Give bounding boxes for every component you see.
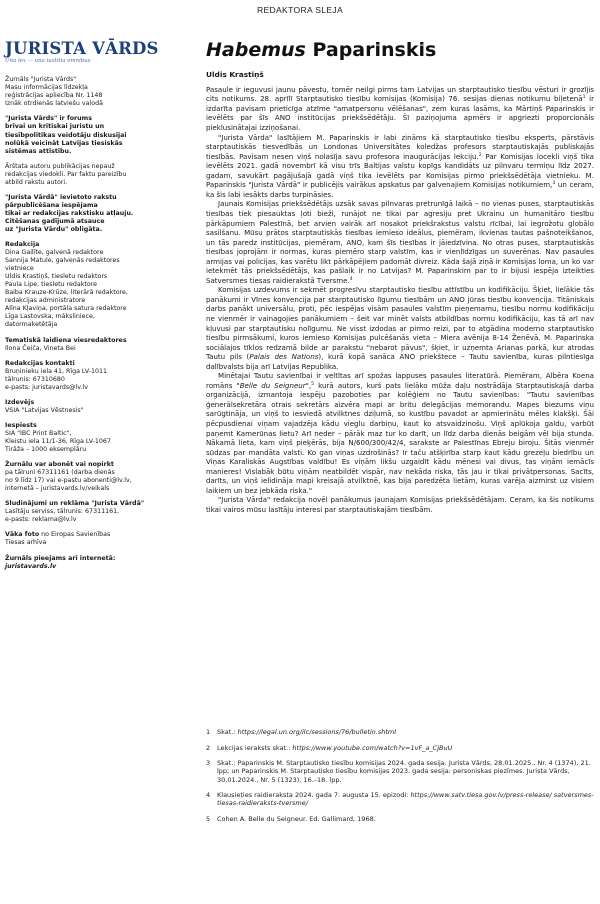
footnote-number: 1 bbox=[206, 728, 211, 736]
staff-line: Alīna Kļaviņa, portāla satura redaktore bbox=[5, 305, 127, 313]
publisher-line: VSIA "Latvijas Vēstnesis" bbox=[5, 406, 84, 414]
article-title bbox=[206, 40, 594, 62]
footnote bbox=[206, 744, 594, 752]
footnote bbox=[206, 759, 594, 783]
advertising-info bbox=[5, 500, 173, 524]
masthead-line: Žurnāls "Jurista Vārds" bbox=[5, 76, 77, 84]
footnote-number: 2 bbox=[206, 743, 211, 752]
contacts-heading: Redakcijas kontakti bbox=[5, 359, 75, 367]
footnote bbox=[206, 728, 594, 736]
footnote-number: 4 bbox=[206, 791, 211, 800]
disclaimer-line: atbild rakstu autori. bbox=[5, 178, 68, 186]
subscribe-line: no 9 līdz 17) vai e-pastu abonenti@lv.lv, bbox=[5, 477, 132, 485]
paragraph-text: Minētajai Tautu savienībai ir veltītas arī spožas lappuses pasaules literatūrā. Piemēram, Albēra Koena romāns bbox=[206, 371, 594, 390]
copyright-line: pārpublicēšana iespējama bbox=[5, 201, 98, 209]
guest-editors bbox=[5, 337, 173, 353]
article bbox=[206, 40, 594, 514]
printer-line: SIA "IBC Print Baltic", bbox=[5, 429, 72, 437]
article-paragraph bbox=[206, 199, 594, 285]
guest-line: Ilona Čeiča, Vineta Bei bbox=[5, 344, 76, 352]
ads-line: e-pasts: reklama@lv.lv bbox=[5, 516, 77, 524]
disclaimer bbox=[5, 163, 173, 187]
cover-photo-credit bbox=[5, 531, 173, 547]
article-paragraph bbox=[206, 285, 594, 371]
mission-line: nolūkā veicināt Latvijas tiesiskās bbox=[5, 139, 123, 147]
masthead-line: Masu informācijas līdzekļa bbox=[5, 84, 88, 92]
guest-heading: Tematiskā laidiena viesredaktores bbox=[5, 336, 127, 344]
paragraph-text: "Jurista Vārda" lasītājiem M. Paparinskis ir labi zināms kā starptautisko tiesību eksperts, pārstāvis starptautiskās tiesvedībās un Londonas Universitātes koledžas profesors starptautiskajās publiskajās tiesībās. Pavisam nesen viņš nolasīja savu profesora inaugurācijas lekciju. bbox=[206, 132, 594, 161]
staff-line: Līga Lastovska, māksliniece, bbox=[5, 313, 95, 321]
copyright-line: tikai ar redakcijas rakstisku atļauju. bbox=[5, 209, 134, 217]
staff-line: Paula Lipe, tiesletu redaktore bbox=[5, 281, 98, 289]
publication-logo bbox=[5, 40, 173, 65]
paragraph-text: ), kurā kopā sanāca ANO priekštece – Tautu savienība, kuras pilntiesīga dalībvalsts bija arī Latvijas Republika. bbox=[206, 352, 594, 371]
staff-line: Sannija Matule, galvenās redaktores bbox=[5, 257, 120, 265]
footnote-ref[interactable]: 1 bbox=[582, 95, 586, 101]
footnote-text: Cohen A. Belle du Seigneur. Ed. Gallimard, 1968. bbox=[217, 814, 376, 823]
paragraph-text: ir izdarīta pavisam prieticīga atzīme "amatpersonu vēlēšanas", zem kuras lasāms, ka Mārtiņš Paparinskis ir ievēlēts par šīs ANO institūcijas priekšsēdētāju. Šī paziņojuma apmērs ir apgriezti proporcionāls pieklusinātajai izziņošanai. bbox=[206, 94, 594, 133]
footnote-ref[interactable]: 2 bbox=[478, 152, 482, 158]
copyright-notice bbox=[5, 194, 173, 234]
disclaimer-line: redakcijas viedokli. Par faktu pareizību bbox=[5, 170, 127, 178]
disclaimer-line: Ārštata autoru publikācijas nepauž bbox=[5, 162, 115, 170]
article-author: Uldis Krastiņš bbox=[206, 69, 264, 79]
printer-info bbox=[5, 422, 173, 454]
printer-heading: Iespiests bbox=[5, 421, 37, 429]
paragraph-text: un ceram, ka šis labi iesākts darbs turpināsies. bbox=[206, 180, 594, 199]
footnote-text bbox=[217, 791, 594, 807]
publisher-heading: Izdevējs bbox=[5, 398, 35, 406]
ads-line: Lasītāju serviss, tālrunis: 67311161, bbox=[5, 508, 120, 516]
masthead-line: Iznāk otrdienās latviešu valodā bbox=[5, 100, 103, 108]
photo-heading: Vāka foto bbox=[5, 531, 40, 539]
footnote bbox=[206, 815, 594, 823]
mission-line: tiesībpolitikas veidotāju diskusijai bbox=[5, 131, 127, 139]
staff-line: Dina Gailīte, galvenā redaktore bbox=[5, 249, 104, 257]
italic-title: "Belle du Seigneur" bbox=[236, 380, 309, 390]
paragraph-text: Par Komisijas locekli viņš tika ievēlēts 2021. gadā novembrī kā visu trīs Baltijas valstu kopīgs kandidāts uz pilnvaru termiņu līdz 2027. gadam, savukārt pagājušajā gadā viņš tika ievēlēts par Komisijas pirmo priekšsēdētāja vietnieku. M. Paparinskis "Jurista Vārdā" ir publicējis vairākus apskatus par galvenajiem Komisijas notikumiem, bbox=[206, 151, 594, 190]
editorial-heading: Redakcija bbox=[5, 241, 40, 249]
mission-statement bbox=[5, 115, 173, 155]
copyright-line: Citēšanas gadījumā atsauce bbox=[5, 217, 105, 225]
article-paragraph bbox=[206, 495, 594, 514]
footnote-text bbox=[217, 744, 594, 752]
paragraph-text: Pasaule ir ieguvusi jaunu pāvestu, tomēr neilgi pirms tam Latvijas un starptautisko tiesību vēsturi ir grozījis cits notikums. 28. aprīlī Starptautisko tiesību komisijas (Komisija) 76. sesijas dienas notikumu biļetenā bbox=[206, 84, 594, 104]
masthead-line: reģistrācijas apliecība Nr. 1148 bbox=[5, 92, 103, 100]
logo-title: JURISTA VĀRDS bbox=[5, 39, 159, 58]
footnote-label: Skat.: bbox=[217, 728, 238, 736]
contact-line: Bruņinieku iela 41, Rīga LV-1011 bbox=[5, 367, 107, 375]
online-availability bbox=[5, 555, 173, 571]
paragraph-text: kurā autors, kurš pats lielāko mūža daļu nostrādāja Starptautiskajā darba organizācijā, izmantoja iespēju pazoboties par kolēģiem no Tautu savienības: "Tautu savienības ģenerālsekretāra otrais sekretārs aizvēra mapi ar britu delegācijas memorandu. Mapes biezums viņu sarūgtināja, un viņš to iesviedā atvilktnes dziļumā, so kustību pavadot ar apmierinātu mēles klakšķi. Šāi pēcpusdienai viņam vajadzēja kādu vieglu darbiņu, kaut ko atsvaidzinošu. Viņš aplūkoja galdu, varbūt paņemt Kamerūnas lietu? Arī neder – pārāk maz tur ko darīt, un līdz darba dienās beigām vēl bija stunda. Nākamā lieta, kam viņš pieķērās, bija N/600/300/42/4, sarakste ar Palestīnas Ebreju biroju. Šitās vienmēr sūdzas par mandāta valsti. Ko gan viņas uzdrošinās? Ir taču atšķirība starp kaut kādu grezeļu biedrību un Viņas Karaliskās Augstības valdību! Es viņām likšu uzgaidīt kādu mēnesi vai divus, tas viņām iemācīs manieres! Vislabāk būtu viņām neatbildēt vispār, nav nekāda riska, tās jau ir tikai privātpersonas. Sacīts, darīts, un viņš ielidināja mapi kreisajā atvilktnē, kas bija paredzēta lietām, kuras varēja aizmirst uz visiem laikiem un bez jebkāda riska." bbox=[206, 380, 594, 495]
footnote-ref[interactable]: 5 bbox=[311, 381, 315, 387]
article-paragraph bbox=[206, 85, 594, 133]
footnote-number: 5 bbox=[206, 814, 211, 823]
footnote bbox=[206, 791, 594, 807]
paragraph-text: Jaunais Komisijas priekšsēdētājs uzsāk savas pilnvaras pretrunīgā laikā – no vienas puses, starptautiskās tiesības tiek piesauktas ļoti bieži, runājot ne tikai par agresiju pret Ukrainu un humanitāro tiesību pārkāpumiem Palestīnā, bet arvien vairāk arī nosakot priekšrakstus valstu rīcībai, lai iegrožotu globālo sasilšanu. Mūsu prātos starptautiskās tiesības iemieso ideālus, piemēram, ikvienas tautas pašnoteikšanos, un tās paredz institūcijas, piemēram, ANO, kam šīs tiesības ir jāiedzīvina. No otras puses, starptautiskās tiesības joprojām ir normas, kuras piemēro starp valstīm, kas ir vienlīdzīgas un suverēnas. Nav pasaules armijas vai policijas, kas varētu likt pārkāpējiem padomāt divreiz. Kāda šajā ziņā ir Komisijas loma, un ko var ietekmēt tās priekšsēdētājs, kas pašlaik ir no Latvijas? M. Paparinskim par to ir bijusi iespēja izteikties Satversmes tiesas raidierakstā Tversme. bbox=[206, 199, 594, 285]
copyright-line: uz "Jurista Vārdu" obligāta. bbox=[5, 225, 103, 233]
printer-line: Kleistu iela 11/1-36, Rīga LV-1067 bbox=[5, 438, 111, 445]
section-label: REDAKTORA SLEJA bbox=[256, 5, 343, 15]
footnote-ref[interactable]: 3 bbox=[552, 181, 556, 187]
subscribe-line: pa tālruni 67311161 (darba dienās bbox=[5, 469, 115, 477]
footnote-label: Lekcijas ieraksts skat.: bbox=[217, 743, 293, 752]
mission-line: brīvai un kritiskai juristu un bbox=[5, 123, 105, 131]
copyright-line: "Jurista Vārdā" ievietoto rakstu bbox=[5, 193, 117, 201]
contact-email: e-pasts: juristavards@lv.lv bbox=[5, 383, 88, 391]
paragraph-text: "Jurista Vārda" redakcija novēl panākumus jaunajam Komisijas priekšsēdētājam. Ceram, ka šis notikums tikai vairos mūsu lasītāju interesi par starptautiskajām tiesībām. bbox=[206, 495, 594, 514]
photo-credit-line: Tiesas arhīva bbox=[5, 539, 47, 547]
subscribe-heading: Žurnālu var abonēt vai nopirkt bbox=[5, 461, 114, 469]
printer-line: Tirāža – 1000 eksemplāru bbox=[5, 446, 87, 454]
title-rest: Paparinskis bbox=[305, 39, 437, 61]
footnote-link[interactable]: https://legal.un.org/ilc/sessions/76/bulletin.shtml bbox=[237, 728, 397, 736]
staff-line: vietniece bbox=[5, 265, 34, 273]
editorial-staff bbox=[5, 241, 173, 330]
article-body bbox=[206, 85, 594, 515]
mission-line: "Jurista Vārds" ir forums bbox=[5, 115, 92, 123]
online-heading: Žurnāls pieejams arī internetā: bbox=[5, 554, 116, 562]
footnote-text bbox=[217, 728, 594, 736]
logo-motto: Una lex — una iustitia omnibus bbox=[5, 58, 91, 65]
footnote-text: Skat.: Paparinskis M. Starptautisko tiesību komisijas 2024. gada sesija. Jurista Vārds, 28.01.2025., Nr. 4 (1374), 21. lpp; un Paparinskis M. Starptautisko tiesību komisijas 2023. gada sesija: personiskas piezīmes. Jurista Vārds, 30.01.2024., Nr. 5 (1323), 16.–18. lpp. bbox=[217, 759, 591, 784]
masthead-sidebar bbox=[5, 40, 173, 810]
editorial-contacts bbox=[5, 360, 173, 392]
article-paragraph bbox=[206, 133, 594, 200]
subscription-info bbox=[5, 461, 173, 493]
publisher-info bbox=[5, 399, 173, 415]
footnote-ref[interactable]: 4 bbox=[349, 276, 353, 282]
staff-line: Baiba Krauze-Krūze, literārā redaktore, bbox=[5, 289, 128, 297]
italic-term: Palais des Nations bbox=[249, 352, 319, 362]
online-url[interactable]: juristavards.lv bbox=[5, 562, 57, 570]
staff-line: redakcijas administratore bbox=[5, 297, 86, 305]
footnote-link[interactable]: https://www.satv.tiesa.gov.lv/press-release/ satversmes-tiesas-raidieraksts-tversme/ bbox=[217, 791, 594, 808]
footnotes bbox=[206, 728, 594, 831]
ads-heading: Sludinājumi un reklāma "Jurista Vārdā" bbox=[5, 500, 145, 508]
article-paragraph: Minētajai Tautu savienībai ir veltītas arī spožas lappuses pasaules literatūrā. Piemēram, Albēra Koena romāns "Belle du Seigneur",$^5$ kurā autors, kurš pats lielāko mūža daļu nostrādāja Starptautiskajā darba organizācijā, izmantoja iespēju pazoboties par kolēģiem no Tautu savienības: "Tautu savienības ģenerālsekretāra otrais sekretārs aizvēra mapi ar britu delegācijas memorandu. Mapes biezums viņu sarūgtināja, un viņš to iesviedā atvilktnes dziļumā, so kustību pavadot ar apmierinātu mēles klakšķi. Šāi pēcpusdienai viņam vajadzēja kādu vieglu darbiņu, kaut ko atsvaidzinošu. Viņš aplūkoja galdu, varbūt paņemt Kamerūnas lietu? Arī neder – pārāk maz tur ko darīt, un līdz darba dienās beigām vēl bija stunda. Nākamā lieta, kam viņš pieķērās, bija N/600/300/42/4, sarakste ar Palestīnas Ebreju biroju. Šitās vienmēr sūdzas par mandāta valsti. Ko gan viņas uzdrošinās? Ir taču atšķirība starp kaut kādu grezeļu biedrību un Viņas Karaliskās Augstības valdību! Es viņām likšu uzgaidīt kādu mēnesi vai divus, tas viņām iemācīs manieres! Vislabāk būtu viņām neatbildēt vispār, nav nekāda riska, tās jau ir tikai privātpersonas. Sacīts, darīts, un viņš ielidināja mapi kreisajā atvilktnē, kas bija paredzēta lietām, kuras varēja aizmirst uz visiem laikiem un bez jebkāda riska." bbox=[206, 371, 594, 495]
contact-line: tālrunis: 67310680 bbox=[5, 375, 65, 383]
footnote-label: Klausieties raidieraksta 2024. gada 7. augusta 15. epizodi: bbox=[217, 791, 411, 800]
mission-line: sistēmas attīstību. bbox=[5, 147, 72, 155]
paragraph-text: Komisijas uzdevums ir sekmēt progresīvu starptautisko tiesību attīstību un kodifikāciju. Šķiet, lielākie tās panākumi ir Vīnes konvencija par starptautisko līgumu tiesībām un ANO jūras tiesību konvencija. Titāniskais darbs panākt universālu, proti, pēc iespējas visām pasaules valstīm pieņemamu, tiesību normu kodifikāciju ne vienmēr ir vainagojies panākumiem – šeit var minēt valsts atbildības normu kodifikāciju, kas tā arī nav kļuvusi par starptautisku nolīgumu. Ne visst izdodas ar pirmo reizi, par to atgādina moderno starptautisko tiesību pirmsākumi, kuros iemieso Komisijas pulcēšanās vieta – Miera avēnija 8-14 Ženēvā. M. Paparinska sociālajos tīklos redzamā bilde ar parakstu "nebarot pāvus", šķiet, ir uzņemta Arianas parkā, kur atrodas Tautu pils ( bbox=[206, 285, 594, 362]
title-italic: Habemus bbox=[206, 39, 306, 61]
subscribe-line: internetā – juristavards.lv/veikals bbox=[5, 485, 110, 493]
footnote-link[interactable]: https://www.youtube.com/watch?v=1vF_a_CjBuU bbox=[292, 743, 453, 752]
staff-line: datormaketētāja bbox=[5, 321, 58, 329]
footnote-number: 3 bbox=[206, 759, 211, 768]
section-header bbox=[0, 0, 600, 20]
photo-credit: no Eiropas Savienības bbox=[39, 531, 111, 539]
masthead-info bbox=[5, 76, 173, 108]
staff-line: Uldis Krastiņš, tiesletu redaktors bbox=[5, 273, 108, 281]
